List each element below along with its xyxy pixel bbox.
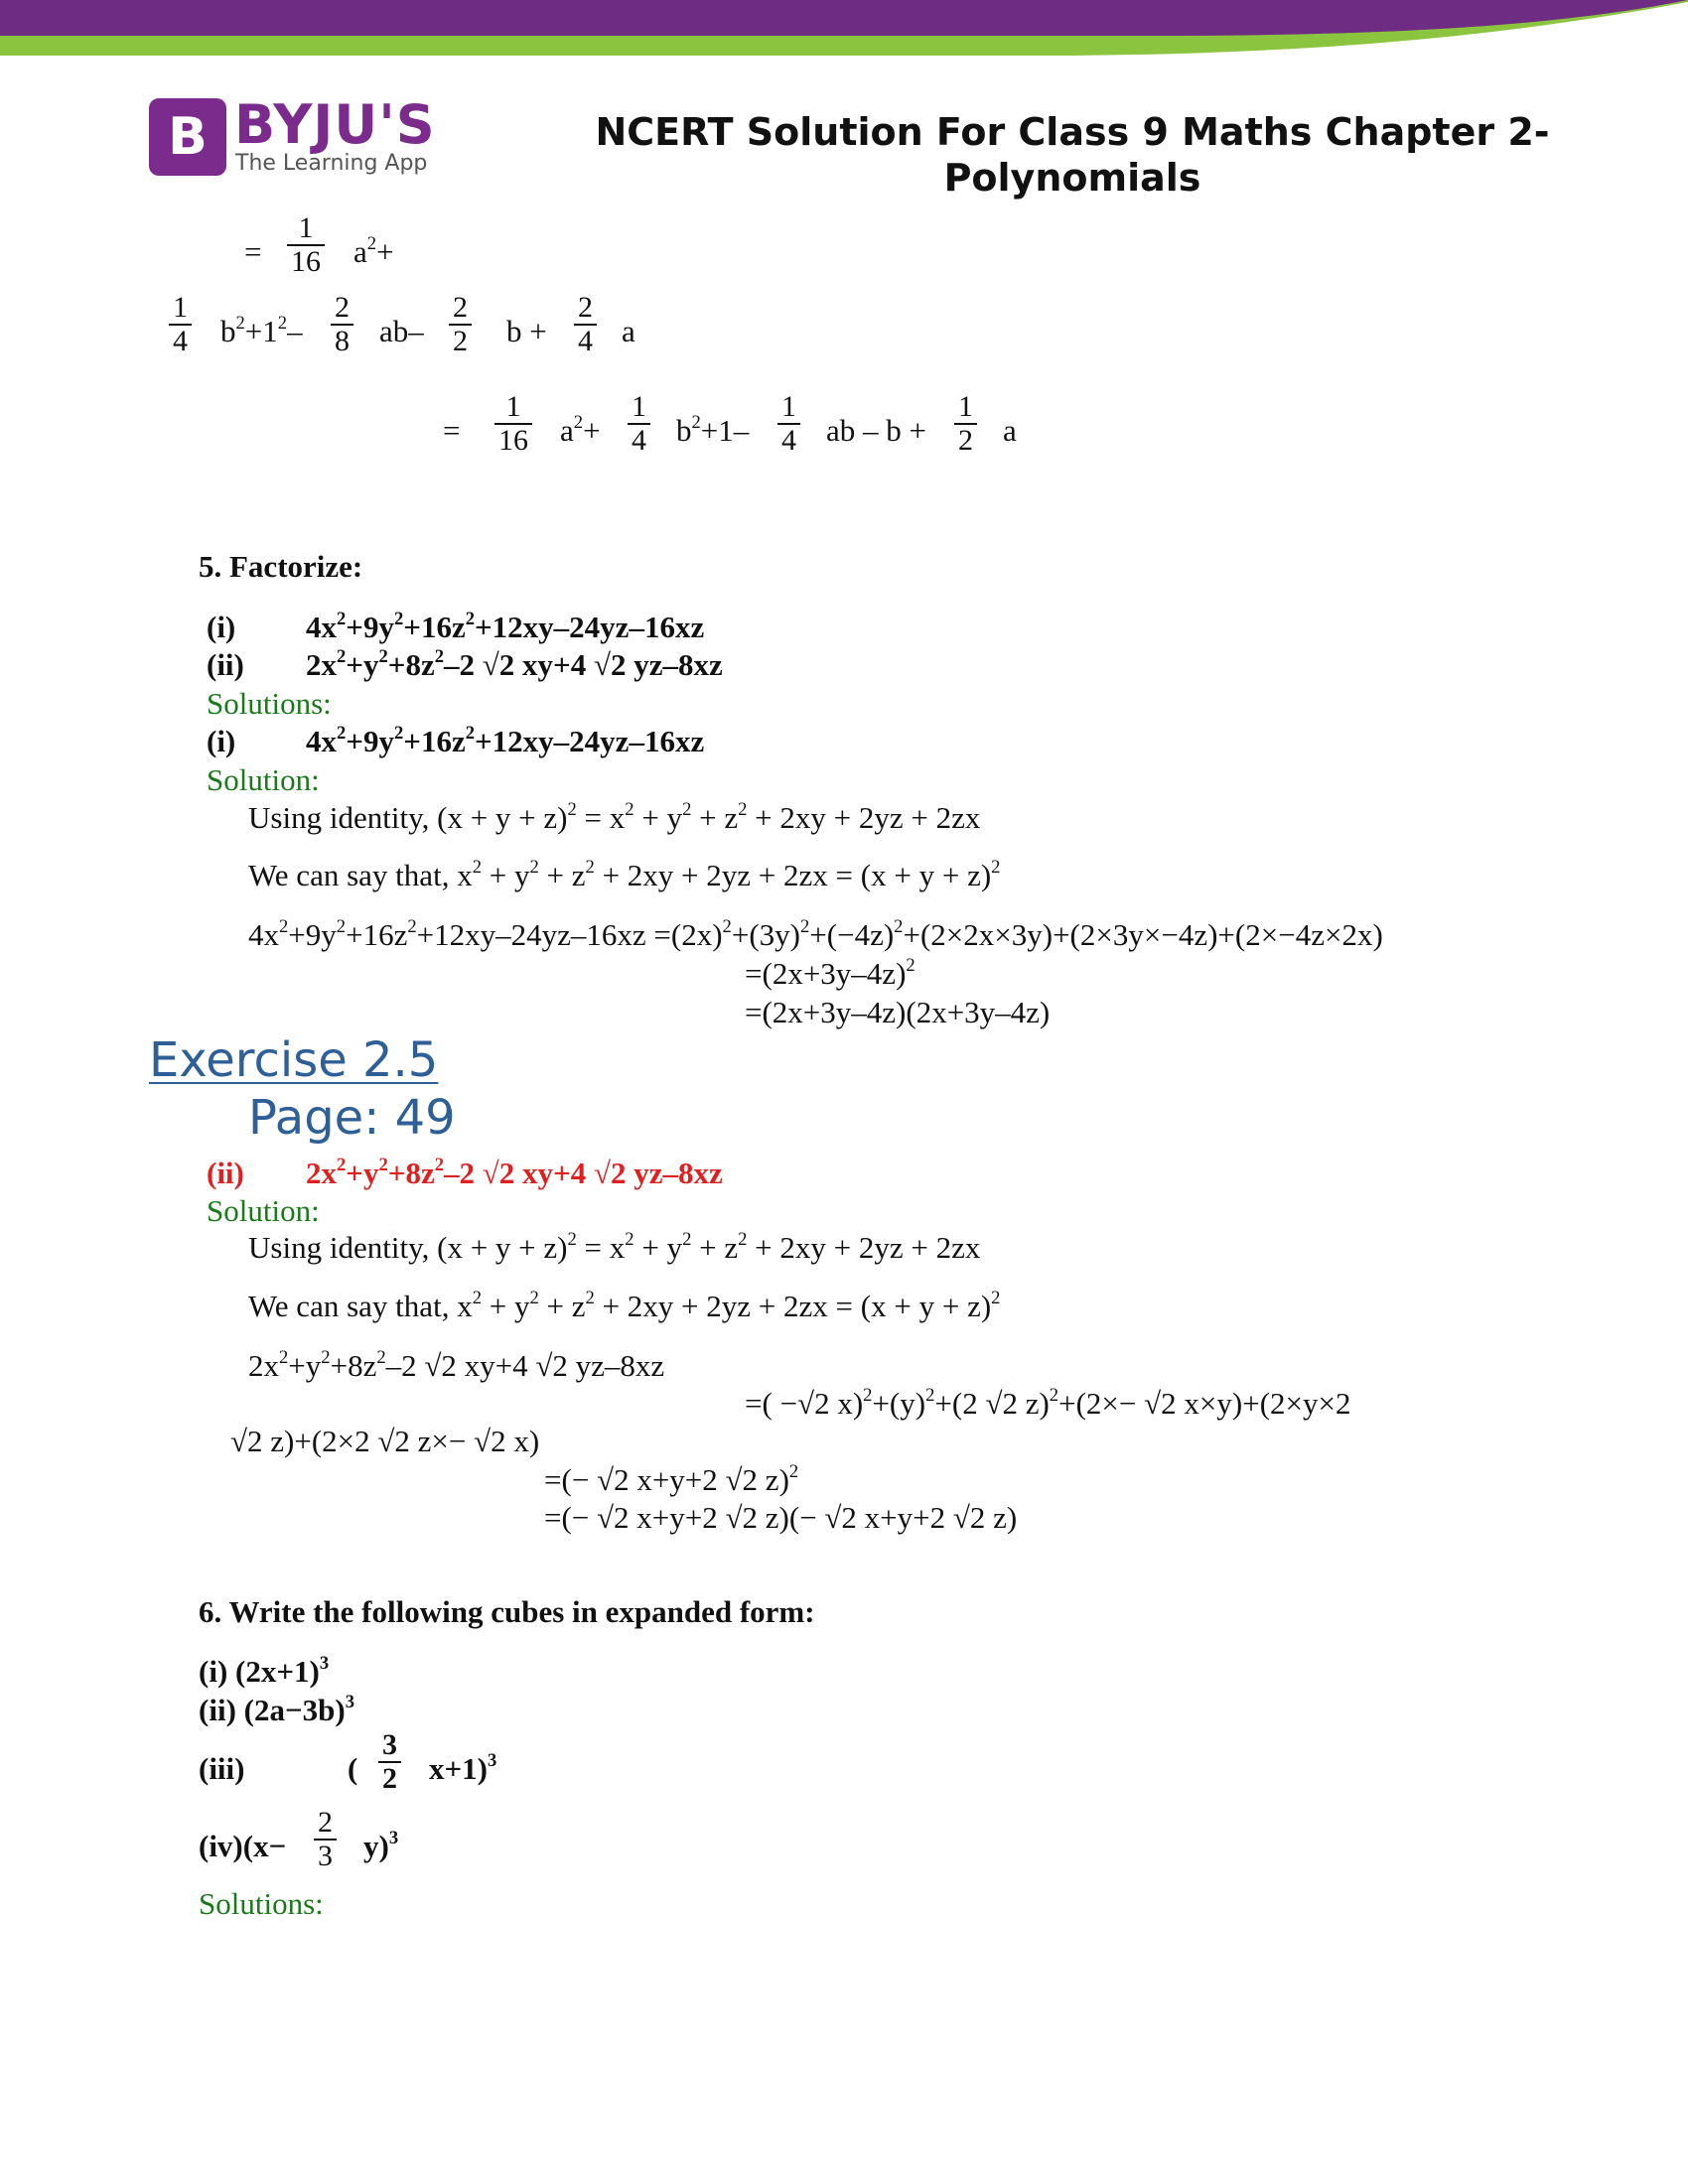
fraction: $\frac{1}{16}$ bbox=[494, 391, 532, 457]
question-heading: 5. Factorize: bbox=[199, 549, 363, 584]
solution-line: =(− √2 x+y+2 √2 z)$^2$ bbox=[544, 1460, 799, 1497]
solution-line: =( −√2 $x)^2+(y)^2+(2$ √2 z)$^2$+(2×− √2 x×y)+(2×y×2 bbox=[745, 1384, 1351, 1421]
solution-line: $=(2x+3y-4z)^2$ bbox=[745, 954, 915, 991]
fraction: $\frac{1}{4}$ bbox=[777, 391, 800, 457]
fraction: $\frac{1}{2}$ bbox=[954, 391, 977, 457]
expression-term: $b^2+1^2-$ bbox=[220, 312, 303, 348]
header-banner bbox=[0, 0, 1688, 60]
solution-line: We can say that, $x^2 + y^2 + z^2 + 2xy + 2yz + 2zx = (x + y + z)^2$ bbox=[248, 1287, 1001, 1323]
brand-tagline: The Learning App bbox=[235, 151, 428, 176]
page-number: Page: 49 bbox=[248, 1090, 456, 1146]
solution-line: $2x^2+y^2+8z^2-2$ √2 xy+4 √2 yz–8xz bbox=[248, 1346, 665, 1383]
solutions-label: Solutions: bbox=[199, 1886, 324, 1921]
expression-term: y)$^3$ bbox=[363, 1827, 399, 1863]
exercise-heading: Exercise 2.5 bbox=[149, 1032, 439, 1088]
item-label: (iii) bbox=[199, 1751, 245, 1786]
expression-term: $a^2+$ bbox=[353, 232, 394, 269]
expression-term: ab – b + bbox=[826, 413, 926, 448]
expression-term: $b^2+1-$ bbox=[676, 411, 750, 448]
fraction: $\frac{2}{3}$ bbox=[314, 1807, 337, 1872]
list-item: (ii) $(2a-3b)^3$ bbox=[199, 1691, 355, 1727]
equals-sign: = bbox=[244, 234, 262, 269]
item-label: (ii) bbox=[207, 1156, 244, 1190]
expression-term: ( bbox=[348, 1751, 358, 1786]
item-expression: $4x^2+9y^2+16z^2+12xy-24yz-16xz$ bbox=[306, 608, 705, 644]
fraction: $\frac{2}{2}$ bbox=[449, 292, 472, 357]
solution-line: Using identity, $(x + y + z)^2 = x^2 + y^2 + z^2 + 2xy + 2yz + 2zx$ bbox=[248, 798, 981, 835]
item-label: (i) bbox=[207, 610, 236, 644]
expression-term: $a^2+$ bbox=[560, 411, 601, 448]
solution-line: We can say that, $x^2 + y^2 + z^2 + 2xy + 2yz + 2zx = (x + y + z)^2$ bbox=[248, 856, 1001, 892]
item-expression: $2x^2+y^2+8z^2-2$ √2 xy+4 √2 yz–8xz bbox=[306, 645, 723, 682]
fraction: $\frac{2}{8}$ bbox=[331, 292, 353, 357]
brand-logo-icon: B bbox=[149, 98, 226, 176]
equals-sign: = bbox=[443, 413, 461, 448]
item-label: (iv)(x− bbox=[199, 1829, 287, 1863]
item-expression: $4x^2+9y^2+16z^2+12xy-24yz-16xz$ bbox=[306, 722, 705, 758]
expression-term: x+1)$^3$ bbox=[429, 1749, 497, 1786]
item-label: (i) bbox=[207, 724, 236, 758]
item-label: (ii) bbox=[207, 647, 244, 682]
fraction: $\frac{1}{4}$ bbox=[628, 391, 650, 457]
solution-label: Solution: bbox=[207, 1193, 320, 1228]
list-item: (i) $(2x+1)^3$ bbox=[199, 1652, 330, 1689]
expression-term: a bbox=[1003, 413, 1017, 448]
document-title: NCERT Solution For Class 9 Maths Chapter 2- Polynomials bbox=[595, 110, 1550, 200]
fraction: $\frac{2}{4}$ bbox=[574, 292, 597, 357]
header-wave bbox=[0, 0, 1688, 60]
item-expression: $2x^2+y^2+8z^2-2$ √2 xy+4 √2 yz–8xz bbox=[306, 1154, 723, 1190]
expression-term: a bbox=[622, 314, 635, 348]
solution-line: √2 z)+(2×2 √2 z×− √2 x) bbox=[230, 1424, 540, 1458]
solution-line: =(− √2 x+y+2 √2 z)(− √2 x+y+2 √2 z) bbox=[544, 1500, 1018, 1535]
expression-term: ab– bbox=[379, 314, 424, 348]
solution-line: $4x^2+9y^2+16z^2+12xy-24yz-16xz =(2x)^2+(3y)^2+(-4z)^2+(2\times 2x\times 3y)+(2\times 3y\times-4z)+(2\times-4z\times 2x)$ bbox=[248, 915, 1383, 952]
brand-name: BYJU'S bbox=[234, 93, 436, 156]
question-heading: 6. Write the following cubes in expanded form: bbox=[199, 1594, 815, 1629]
expression-term: b + bbox=[506, 314, 547, 348]
fraction: $\frac{1}{16}$ bbox=[287, 212, 325, 278]
solution-line: =(2x+3y–4z)(2x+3y–4z) bbox=[745, 995, 1051, 1029]
solutions-label: Solutions: bbox=[207, 686, 332, 721]
solution-line: Using identity, $(x + y + z)^2 = x^2 + y^2 + z^2 + 2xy + 2yz + 2zx$ bbox=[248, 1228, 981, 1265]
fraction: $\frac{3}{2}$ bbox=[378, 1729, 401, 1795]
solution-label: Solution: bbox=[207, 762, 320, 797]
fraction: $\frac{1}{4}$ bbox=[169, 292, 192, 357]
